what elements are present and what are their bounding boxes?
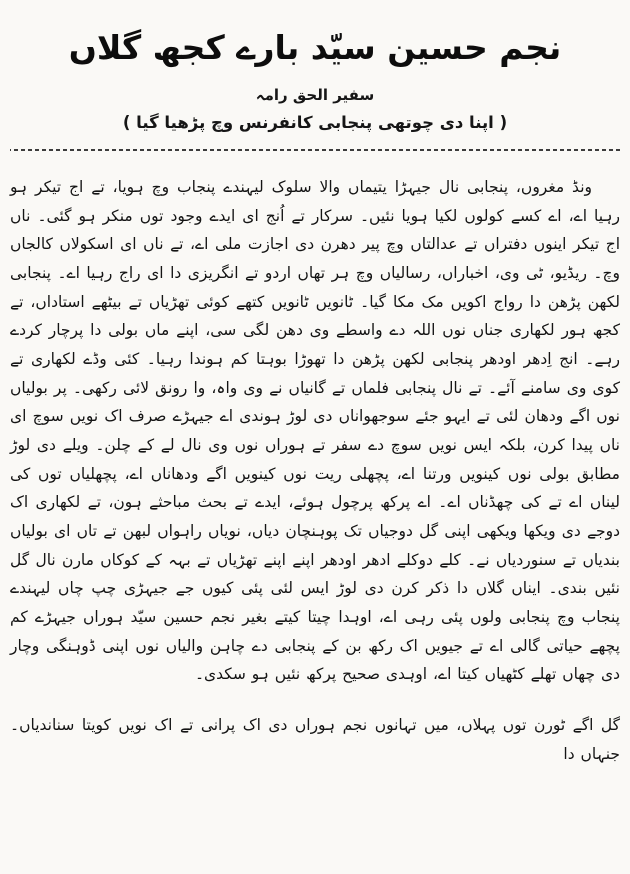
author-name: سفیر الحق رامہ <box>255 85 375 104</box>
body-paragraph-2: گل اگے ٹورن توں پہلاں، میں تہانوں نجم ہوراں دی اک پرانی تے اک نویں کویتا سناندیاں۔ جنہاں دا <box>10 715 620 763</box>
dashed-divider <box>10 148 620 151</box>
subtitle-note: ( اپنا دی چوتھی پنجابی کانفرنس وچ پڑھیا گیا ) <box>122 112 508 132</box>
body-paragraph-1: ونڈ مغروں، پنجابی نال جیہڑا یتیماں والا سلوک لیہندے پنجاب وچ ہویا، تے اج تیکر ہو رہیا اے، اے کسے کولوں لکیا ہویا نئیں۔ سرکار تے اُنج ای ایدے وجود توں منکر ہو گئی۔ ناں اج تیکر اینوں دفتراں تے عدالتاں وچ پیر دھرن دی اجازت ملی اے، تے ناں ای اسکولاں کالجاں وچ۔ ریڈیو، ٹی وی، اخباراں، رسالیاں وچ ہر تھاں اردو تے انگریزی دا ای راج رہیا اے۔ پنجابی لکھن پڑھن دا رواج اکویں مک مکا گیا۔ ٹانویں ٹانویں کتھے کوئی تھڑیاں تے بیٹھے استاداں، تے کجھ ہور لکھاری جناں نوں اللہ دے واسطے وی دھن لگی سی، اپنے ماں بولی دا پرچار کردے رہے۔ انج اِدھر اودھر پنجابی لکھن پڑھن دا تھوڑا بوہتا کم ہوندا رہیا۔ کئی وڈے لکھاری تے کوی وی سامنے آئے۔ تے نال پنجابی فلماں تے گانیاں نے وی واہ، وا رونق لائی رکھی۔ پر بولیاں نوں اگے ودھان لئی تے ایہو جئے سوجھواناں دی لوڑ ہوندی اے جیہڑے صرف اک نویں سوچ ای ناں پیدا کرن، بلکہ ایس نویں سوچ دے سفر تے ہوراں نوں وی نال لے کے چلن۔ ویلے دی لوڑ مطابق بولی نوں کینویں ورتنا اے، پچھلی ریت نوں کینویں اگے ودھاناں اے، پچھلیاں توں کی لیناں اے تے کی چھڈناں اے۔ اے پرکھ پرچول ہوئے، ایدے تے بحث مباحثے ہون، تے لکھاری اک دوجے دی ویکھا ویکھی اپنی گل دوجیاں تک پوہنچان دیاں، نویاں راہواں لبھن تے تاں ای بولیاں بندیاں تے سنوردیاں نے۔ کلے دوکلے ادھر اودھر اپنے اپنے تھڑیاں تے بہہ کے کوکاں مارن نال گل نئیں بندی۔ ایناں گلاں دا ذکر کرن دی لوڑ ایس لئی پئی کیوں جے جیہڑی چپ چاں لیہندے پنجاب وچ پنجابی ولوں پئی رہی اے، اوہدا چیتا کیتے بغیر نجم حسین سیّد ہوراں جیہڑے کم پچھے حیاتی گالی اے تے جیویں اک رکھ بن کے پنجابی دے چاہن والیاں نوں اپنی ڈوہنگی وچار دی چھاں تھلے کٹھیاں کیتا اے، اوہدی صحیح پرکھ نئیں ہو سکدی۔ <box>10 177 620 684</box>
document-title: نجم حسین سیّد بارے کجھ گلاں <box>68 28 562 67</box>
